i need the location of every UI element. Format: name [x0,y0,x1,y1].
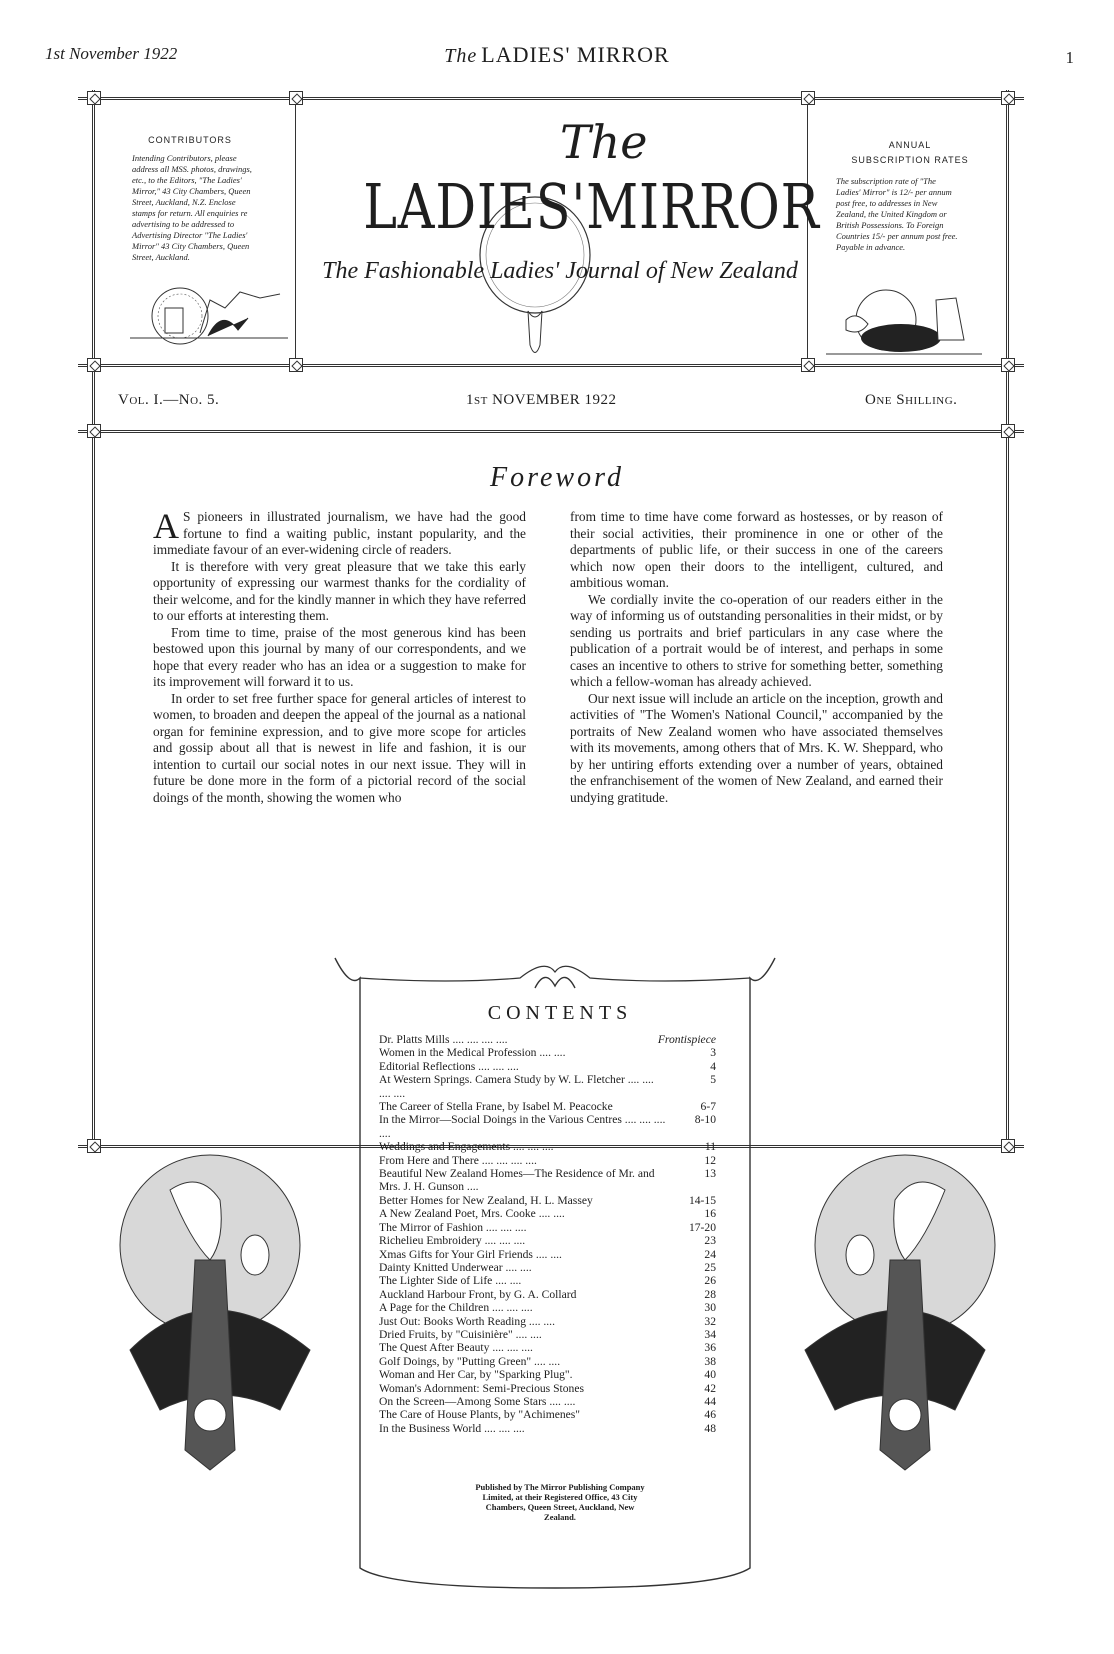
masthead-the: The [560,115,648,169]
contents-entry-title: Editorial Reflections .... .... .... [379,1059,519,1073]
contents-entry-title: In the Business World .... .... .... [379,1421,525,1435]
publisher-imprint: Published by The Mirror Publishing Company Limited, at their Registered Office, 43 City Chambers, Queen Street, Auckland, New Zealand. [475,1482,645,1522]
foreword-right-column [570,509,943,806]
subscription-heading-line2: SUBSCRIPTION RATES [851,155,969,165]
contents-entry-page: 44 [704,1394,716,1408]
contents-entry-page: Frontispiece [657,1033,716,1046]
contents-entry-page: 25 [704,1260,716,1274]
contents-entry-title: At Western Springs. Camera Study by W. L. Fletcher .... .... .... .... [379,1073,654,1100]
contents-entry-title: The Career of Stella Frane, by Isabel M. Peacocke [379,1100,613,1114]
contents-entry-title: Xmas Gifts for Your Girl Friends .... .... [379,1247,562,1261]
contents-entry-page: 42 [704,1381,716,1395]
contents-entry [379,1368,716,1381]
contents-entry-page: 36 [704,1341,716,1355]
contents-entry-title: Dainty Knitted Underwear .... .... [379,1260,532,1274]
contents-entry [379,1301,716,1314]
contents-list [379,1033,716,1435]
contents-entry-title: Woman and Her Car, by "Sparking Plug". [379,1368,573,1382]
contents-entry-title: In the Mirror—Social Doings in the Various Centres .... .... .... .... [379,1113,666,1140]
contents-entry-title: From Here and There .... .... .... .... [379,1153,537,1167]
contents-entry [379,1261,716,1274]
contents-entry-page: 8-10 [694,1113,716,1127]
foreword-paragraph-text: S pioneers in illustrated journalism, we have had the good fortune to find a waiting public, instant popularity, and the immediate favour of an ever-widening circle of readers. [153,509,526,557]
contents-entry-page: 24 [704,1247,716,1261]
contents-entry-page: 46 [704,1408,716,1422]
contents-entry-title: Golf Doings, by "Putting Green" .... .... [379,1354,561,1368]
contents-entry-page: 40 [704,1368,716,1382]
issue-price: One Shilling. [865,392,958,408]
contents-entry-title: On the Screen—Among Some Stars .... .... [379,1394,576,1408]
foreword-paragraph: from time to time have come forward as hostesses, or by reason of their social activities, their prominence in one or other of the departments of public life, or their success in one of the careers which now open their doors to the intelligent, cultured, and ambitious woman. [570,509,943,590]
foreword-dropcap: A [153,506,179,546]
contents-entry-page: 26 [704,1274,716,1288]
lady-with-mirror-illustration-left [110,1150,335,1480]
contents-entry-title: Just Out: Books Worth Reading .... .... [379,1314,555,1328]
masthead-subtitle: The Fashionable Ladies' Journal of New Zealand [322,258,798,284]
contents-entry-title: Auckland Harbour Front, by G. A. Collard [379,1287,577,1301]
contents-entry [379,1140,716,1153]
contents-entry-page: 28 [704,1287,716,1301]
contents-entry [379,1248,716,1261]
masthead-title: LADIES'MIRROR [363,170,820,243]
contents-entry [379,1194,716,1207]
foreword-paragraph: From time to time, praise of the most generous kind has been bestowed upon this journal by many of our correspondents, and we hope that every reader who has an idea or a suggestion to make for its improvement will forward it to us. [153,624,526,689]
contents-entry-page: 23 [704,1234,716,1248]
running-head-title [0,42,1114,68]
contents-entry [379,1288,716,1301]
contents-entry [379,1033,716,1046]
contents-entry-page: 4 [710,1059,716,1073]
contents-entry [379,1341,716,1354]
contributors-still-life-illustration [130,278,290,348]
subscription-heading-line1: ANNUAL [888,140,932,150]
contents-entry-page: 30 [704,1301,716,1315]
contents-entry [379,1395,716,1408]
contents-entry-title: The Mirror of Fashion .... .... .... [379,1220,527,1234]
foreword-paragraph [153,506,526,559]
contents-entry-page: 11 [704,1140,716,1154]
contents-entry-title: Richelieu Embroidery .... .... .... [379,1234,526,1248]
contents-entry-page: 6-7 [700,1100,716,1114]
contents-entry [379,1060,716,1073]
contents-entry [379,1328,716,1341]
issue-volume: Vol. I.—No. 5. [118,392,220,408]
contents-entry-title: Women in the Medical Profession .... .... [379,1046,566,1060]
contents-entry-page: 32 [704,1314,716,1328]
contents-entry-page: 13 [704,1167,716,1181]
foreword-paragraph: It is therefore with very great pleasure that we take this early opportunity of expressing our warmest thanks for the cordiality of their welcome, and for the kindly manner in which they have referred to our efforts at interesting them. [153,558,526,623]
foreword-paragraph: Our next issue will include an article on the inception, growth and activities of "The Women's National Council," accompanied by the portraits of New Zealand women who have associated themselves with its movements, among others that of Mrs. K. W. Sheppard, who by her untiring efforts extending over a number of years, obtained the enfranchisement of the women of New Zealand, and earned their undying gratitude. [570,690,943,805]
contents-entry [379,1100,716,1113]
contributors-text: Intending Contributors, please address all MSS. photos, drawings, etc., to the Editors, "The Ladies' Mirror," 43 City Chambers, Queen Street, Auckland, N.Z. Enclose stamps for return. All enquiries re advertising to be addressed to Advertising Director "The Ladies' Mirror" 43 City Chambers, Queen Street, Auckland. [132,153,252,262]
contents-entry-page: 3 [710,1046,716,1060]
contents-entry [379,1046,716,1059]
contents-entry-title: Better Homes for New Zealand, H. L. Massey [379,1193,593,1207]
issue-date: 1st NOVEMBER 1922 [466,392,617,408]
lady-with-mirror-illustration-right [780,1150,1005,1480]
contents-entry-title: The Care of House Plants, by "Achimenes" [379,1408,581,1422]
contents-entry [379,1408,716,1421]
foreword-paragraph: We cordially invite the co-operation of our readers either in the way of informing us of outstanding personalities in their midst, or by sending us portraits and brief particulars in any case where the publication of a portrait would be of interest, and perhaps in some cases an incentive to others to strive for something better, something which a fellow-woman has already achieved. [570,591,943,689]
contents-entry [379,1073,716,1100]
contents-entry-page: 16 [704,1207,716,1221]
running-head-title-text: LADIES' MIRROR [481,42,670,67]
contents-entry [379,1113,716,1140]
foreword-paragraph: In order to set free further space for general articles of interest to women, to broaden and deepen the appeal of the journal as a national organ for feminine expression, and to give more scope for articles and gossip about all that is newest in life and fashion, it is our intention to curtail our social notes in our next issue. They will in future be done more in the form of a pictorial record of the social doings of the month, showing the women who [153,690,526,805]
contents-title: CONTENTS [487,1002,633,1024]
contributors-heading: CONTRIBUTORS [148,135,232,145]
contents-entry-page: 48 [704,1421,716,1435]
contents-entry-title: A New Zealand Poet, Mrs. Cooke .... .... [379,1207,565,1221]
contents-entry [379,1221,716,1234]
contents-entry [379,1355,716,1368]
contents-entry-title: The Quest After Beauty .... .... .... [379,1341,533,1355]
subscription-still-life-illustration [826,280,986,362]
contents-entry-page: 34 [704,1327,716,1341]
contents-entry [379,1315,716,1328]
contents-entry-title: Dried Fruits, by "Cuisinière" .... .... [379,1327,542,1341]
contents-entry-title: Beautiful New Zealand Homes—The Residence of Mr. and Mrs. J. H. Gunson .... [379,1167,655,1194]
contents-entry-title: The Lighter Side of Life .... .... [379,1274,522,1288]
contents-entry-title: Dr. Platts Mills .... .... .... .... [379,1033,508,1046]
page-number: 1 [1065,48,1074,67]
contents-entry-page: 12 [704,1153,716,1167]
running-head-the: The [444,45,478,67]
running-head-date: 1st November 1922 [45,44,178,63]
contents-entry [379,1167,716,1194]
contents-entry [379,1207,716,1220]
contents-entry [379,1382,716,1395]
contents-entry [379,1274,716,1287]
contents-entry-title: Weddings and Engagements .... .... .... [379,1140,554,1154]
contents-entry [379,1234,716,1247]
contents-entry-title: Woman's Adornment: Semi-Precious Stones [379,1381,584,1395]
subscription-text: The subscription rate of "The Ladies' Mirror" is 12/- per annum post free, to addresses in New Zealand, the United Kingdom or British Possessions. To Foreign Countries 15/- per annum post free. Payable in advance. [836,176,958,252]
foreword-title: Foreword [490,462,624,493]
contents-entry-title: A Page for the Children .... .... .... [379,1301,533,1315]
contents-entry-page: 5 [710,1073,716,1087]
contents-entry-page: 17-20 [688,1220,716,1234]
contents-entry [379,1154,716,1167]
contents-entry [379,1422,716,1435]
contents-entry-page: 38 [704,1354,716,1368]
foreword-left-column [153,506,526,806]
contents-entry-page: 14-15 [688,1193,716,1207]
